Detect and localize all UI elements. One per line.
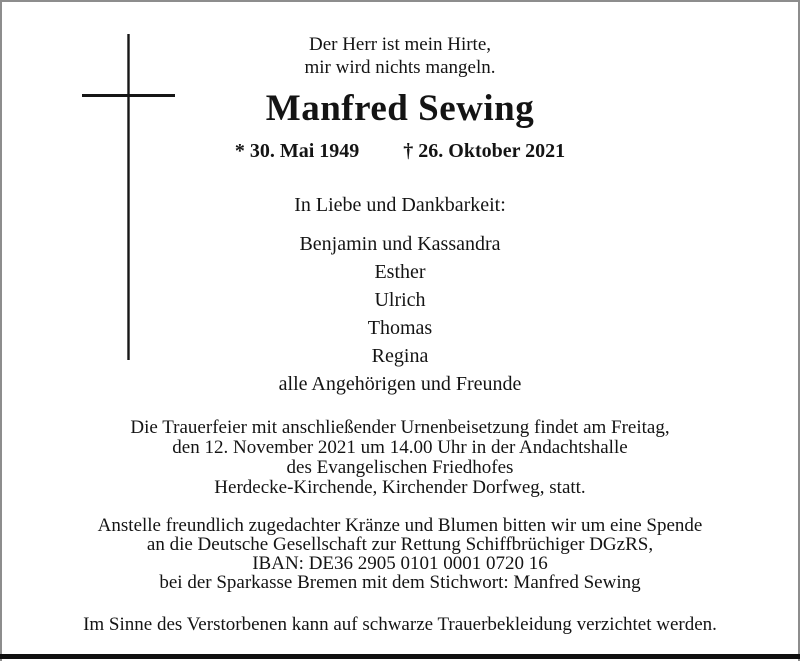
mourner-name: Ulrich [374,289,426,311]
mourner-name: Thomas [367,317,433,339]
funeral-info-line: den 12. November 2021 um 14.00 Uhr in der Andachtshalle [172,437,628,458]
donation-info-line: IBAN: DE36 2905 0101 0001 0720 16 [252,553,548,574]
donation-info [0,516,800,592]
funeral-info-line: Herdecke-Kirchende, Kirchender Dorfweg, statt. [214,477,586,498]
mourner-name: alle Angehörigen und Freunde [278,373,522,395]
mourners-list [0,230,800,398]
funeral-info-line: des Evangelischen Friedhofes [286,457,514,478]
mourner-name: Regina [371,345,429,367]
closing-line: Im Sinne des Verstorbenen kann auf schwarze Trauerbekleidung verzichtet werden. [83,614,717,635]
obituary-notice [0,2,800,636]
birth-date: * 30. Mai 1949 [234,140,360,162]
funeral-info-line: Die Trauerfeier mit anschließender Urnenbeisetzung findet am Freitag, [130,417,670,438]
donation-info-line: bei der Sparkasse Bremen mit dem Stichwort: Manfred Sewing [159,572,641,593]
mourner-name: Esther [374,261,426,283]
donation-info-line: Anstelle freundlich zugedachter Kränze und Blumen bitten wir um eine Spende [97,515,703,536]
death-date: † 26. Oktober 2021 [403,140,566,162]
bottom-rule [0,654,800,659]
life-dates [0,139,800,163]
dedication-line: In Liebe und Dankbarkeit: [294,194,506,216]
epigraph [0,33,800,79]
donation-info-line: an die Deutsche Gesellschaft zur Rettung Schiffbrüchiger DGzRS, [146,534,654,555]
mourner-name: Benjamin und Kassandra [299,233,501,255]
funeral-info [0,418,800,498]
deceased-name: Manfred Sewing [265,88,535,129]
epigraph-line: mir wird nichts mangeln. [304,57,496,78]
epigraph-line: Der Herr ist mein Hirte, [308,34,492,55]
